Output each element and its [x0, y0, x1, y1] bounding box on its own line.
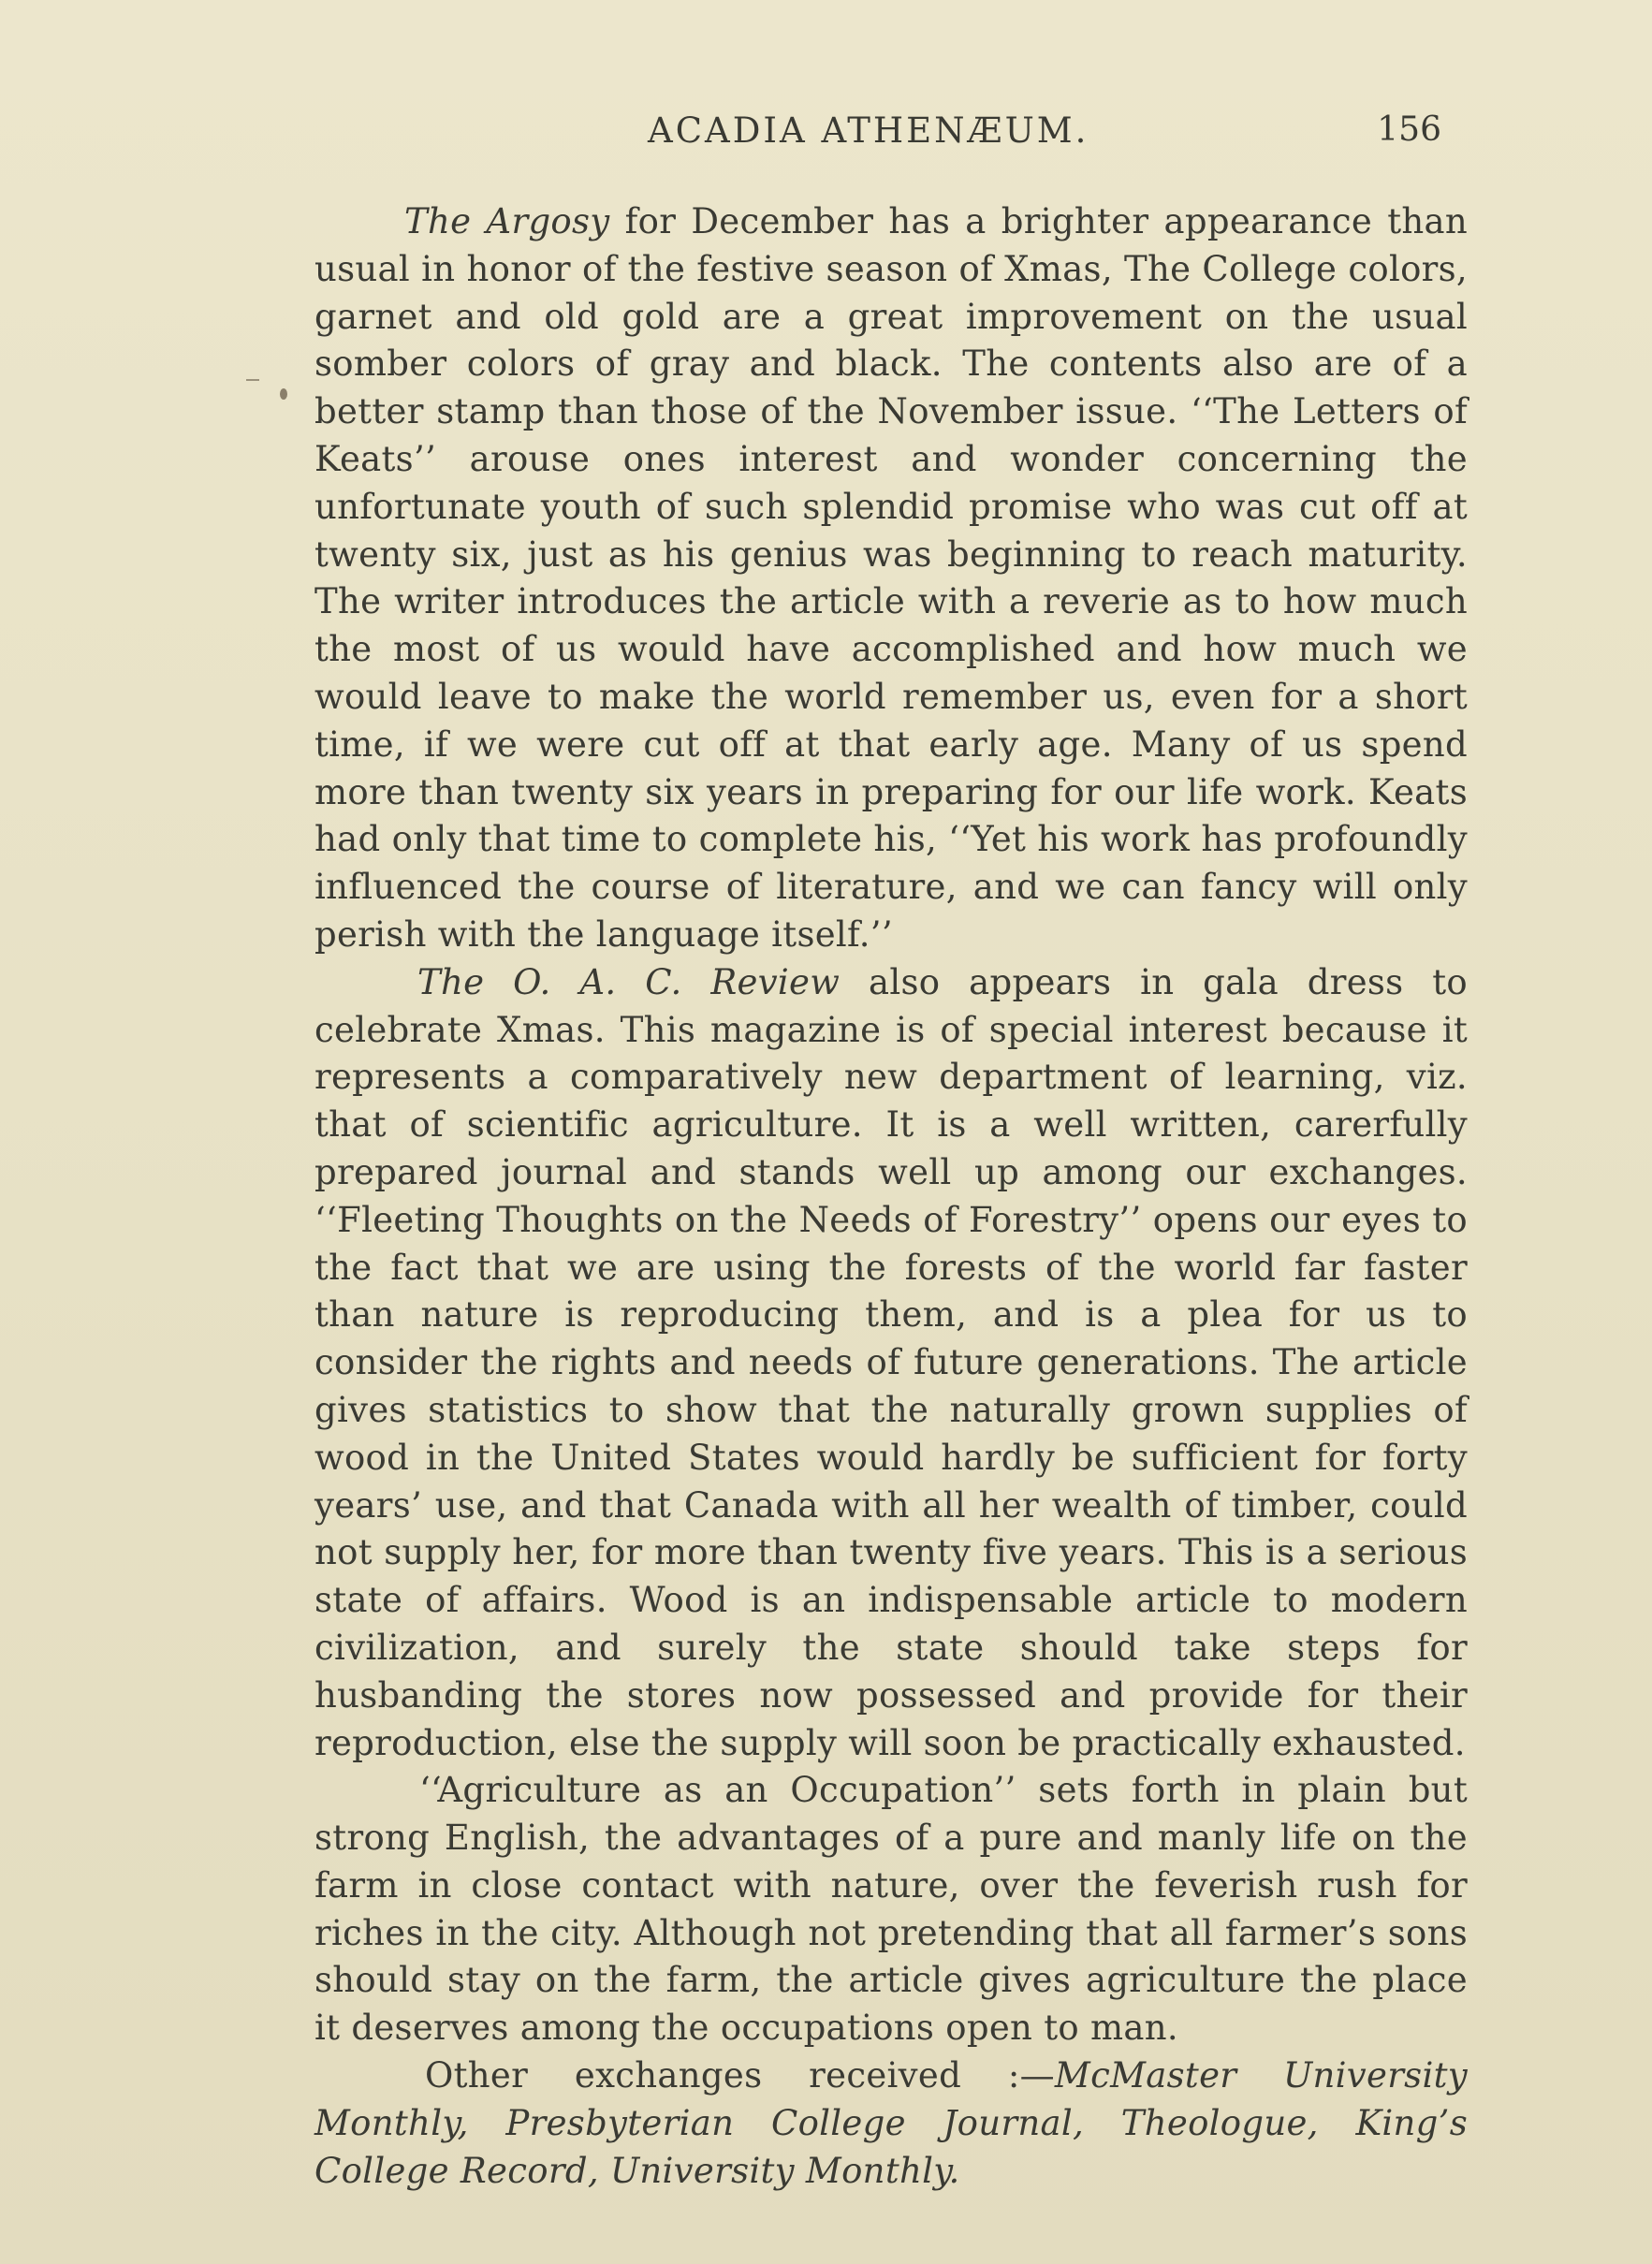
page-header [309, 105, 1441, 161]
journal-title-argosy: The Argosy [404, 201, 610, 241]
paragraph-agriculture-text: ‘‘Agriculture as an Occupation’’ sets forth in plain but strong English, the advantages of a pure and manly life on the farm in close contact with nature, over the feverish rush for riches in the city. Although not pretending that all farmer’s sons should stay on the farm, the article gives agriculture the place it deserves among the occupations open to man. [314, 1770, 1468, 2049]
paragraph-agriculture [314, 1767, 1468, 2052]
paragraph-oac-review-text: also appears in gala dress to celebrate Xmas. This magazine is of special interest because it represents a comparatively new department of learning, viz. that of scientific agriculture. It is a well written, carerfully prepared journal and stands well up among our exchanges. ‘‘Fleeting Thoughts on the Needs of Forestry’’ opens our eyes to the fact that we are using the forests of the world far faster than nature is reproducing them, and is a plea for us to consider the rights and needs of future generations. The article gives statistics to show that the naturally grown supplies of wood in the United States would hardly be sufficient for forty years’ use, and that Canada with all her wealth of timber, could not supply her, for more than twenty five years. This is a serious state of affairs. Wood is an indispensable article to modern civilization, and surely the state should take steps for husbanding the stores now possessed and provide for their reproduction, else the supply will soon be practically exhausted. [314, 961, 1468, 1763]
page-number: 156 [1377, 110, 1441, 149]
paragraph-argosy [314, 198, 1468, 959]
paragraph-other-exchanges [314, 2052, 1468, 2195]
running-title: ACADIA ATHENÆUM. [648, 110, 1089, 151]
ink-speck [280, 388, 287, 400]
margin-mark [246, 379, 259, 381]
journal-title-oac-review: The O. A. C. Review [417, 961, 841, 1002]
other-exchanges-lead: Other exchanges received :— [425, 2055, 1055, 2096]
paragraph-argosy-text: for December has a brighter appearance than usual in honor of the festive season of Xmas, The College colors, garnet and old gold are a great improvement on the usual somber colors of gray and black. The contents also are of a better stamp than those of the November issue. ‘‘The Letters of Keats’’ arouse ones interest and wonder concerning the unfortunate youth of such splendid promise who was cut off at twenty six, just as his genius was beginning to reach maturity. The writer introduces the article with a reverie as to how much the most of us would have accomplished and how much we would leave to make the world remember us, even for a short time, if we were cut off at that early age. Many of us spend more than twenty six years in preparing for our life work. Keats had only that time to complete his, ‘‘Yet his work has profoundly influenced the course of literature, and we can fancy will only perish with the language itself.’’ [314, 201, 1468, 955]
other-exchanges-list: McMaster University Monthly, Presbyterian College Journal, Theologue, King’s College Record, University Monthly. [314, 2055, 1468, 2191]
paragraph-oac-review [314, 959, 1468, 1768]
article-body [314, 198, 1468, 2195]
